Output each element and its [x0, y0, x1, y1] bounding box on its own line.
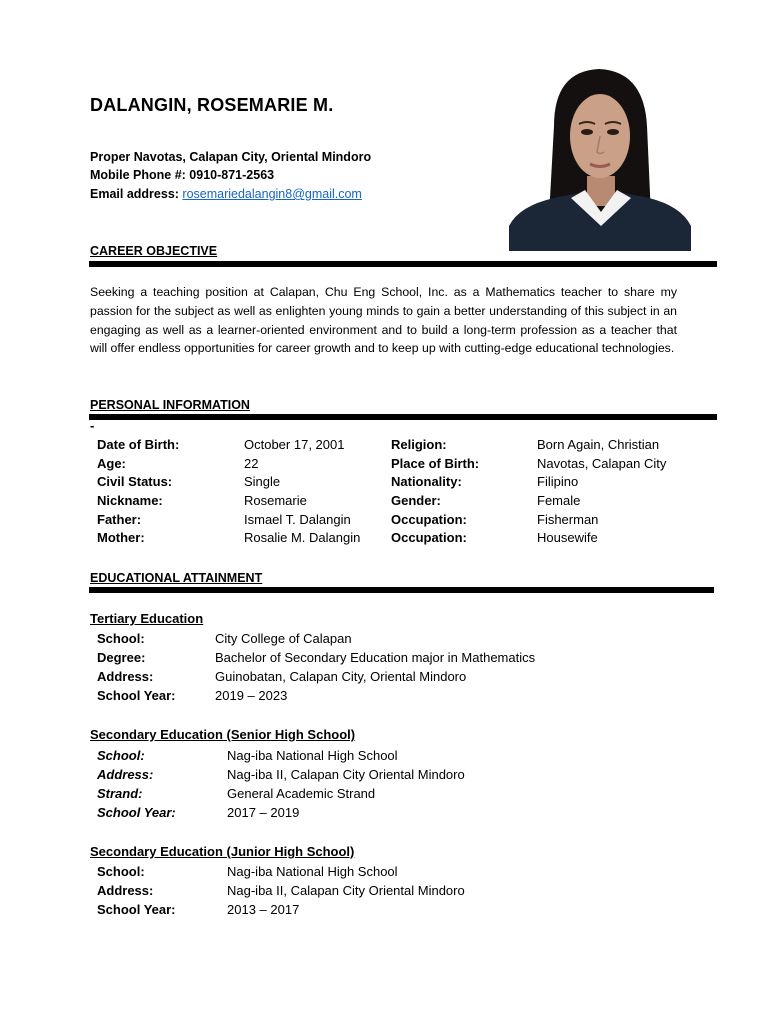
junior-year-value: 2013 – 2017 — [227, 902, 300, 917]
senior-school-value: Nag-iba National High School — [227, 748, 398, 763]
senior-school-label: School: — [97, 748, 145, 763]
personal-info-right-values — [537, 437, 666, 549]
tertiary-values — [215, 631, 535, 707]
mother-occupation-label: Occupation: — [391, 530, 467, 546]
tertiary-heading: Tertiary Education — [90, 611, 204, 626]
religion-label: Religion: — [391, 437, 447, 452]
tertiary-degree-value: Bachelor of Secondary Education major in Mathematics — [215, 650, 536, 665]
senior-year-value: 2017 – 2019 — [227, 805, 300, 820]
father-occupation-label: Occupation: — [391, 511, 467, 527]
father-occupation-value: Fisherman — [537, 511, 599, 527]
junior-address-value: Nag-iba II, Calapan City Oriental Mindoro — [227, 883, 465, 898]
nickname-label: Nickname: — [97, 493, 163, 509]
personal-info-heading: PERSONAL INFORMATION — [90, 398, 250, 412]
gender-label: Gender: — [391, 493, 441, 509]
senior-high-values — [227, 748, 465, 824]
mother-label: Mother: — [97, 530, 145, 546]
tertiary-address-value: Guinobatan, Calapan City, Oriental Mindoro — [215, 669, 467, 684]
junior-school-value: Nag-iba National High School — [227, 864, 398, 879]
education-rule — [89, 587, 714, 593]
junior-address-label: Address: — [97, 883, 154, 898]
career-objective-rule — [89, 261, 717, 267]
place-of-birth-label: Place of Birth: — [391, 455, 480, 471]
nickname-value: Rosemarie — [244, 493, 307, 509]
place-of-birth-value: Navotas, Calapan City — [537, 455, 667, 471]
senior-address-label: Address: — [97, 767, 154, 782]
junior-school-label: School: — [97, 864, 145, 879]
personal-info-rule — [89, 414, 717, 420]
personal-info-dash: - — [90, 418, 95, 433]
tertiary-year-value: 2019 – 2023 — [215, 688, 288, 703]
age-value: 22 — [244, 455, 259, 471]
father-label: Father: — [97, 511, 142, 527]
dob-value: October 17, 2001 — [244, 437, 345, 452]
tertiary-school-label: School: — [97, 631, 145, 646]
senior-year-label: School Year: — [97, 805, 176, 820]
age-label: Age: — [97, 455, 126, 471]
tertiary-year-label: School Year: — [97, 688, 176, 703]
address-line: Proper Navotas, Calapan City, Oriental Mindoro — [90, 150, 372, 164]
career-objective-heading: CAREER OBJECTIVE — [90, 244, 218, 258]
email-link[interactable]: rosemariedalangin8@gmail.com — [182, 187, 362, 201]
senior-high-labels — [97, 748, 176, 824]
junior-high-labels — [97, 864, 176, 921]
applicant-name: DALANGIN, ROSEMARIE M. — [90, 95, 334, 115]
portrait-image — [509, 66, 691, 251]
religion-value: Born Again, Christian — [537, 437, 660, 452]
mother-occupation-value: Housewife — [537, 530, 598, 546]
tertiary-degree-label: Degree: — [97, 650, 146, 665]
email-label: Email address: — [90, 187, 183, 201]
phone-line: Mobile Phone #: 0910-871-2563 — [90, 168, 275, 182]
junior-year-label: School Year: — [97, 902, 176, 917]
father-value: Ismael T. Dalangin — [244, 511, 351, 527]
personal-info-left-labels — [97, 437, 179, 549]
junior-high-values — [227, 864, 465, 921]
career-objective-text: Seeking a teaching position at Calapan, Chu Eng School, Inc. as a Mathematics teacher to share my passion for the subject as well as enlighten young minds to gain a better understanding of this subject in an engaging as well as a learner-oriented environment and to build a long-term profession as a teacher that will offer endless opportunities for career growth and to keep up with cutting-edge educational technologies. — [90, 285, 677, 356]
nationality-value: Filipino — [537, 474, 579, 490]
email-line — [90, 187, 362, 201]
senior-high-heading: Secondary Education (Senior High School) — [90, 727, 356, 742]
senior-address-value: Nag-iba II, Calapan City Oriental Mindoro — [227, 767, 465, 782]
personal-info-right-labels — [391, 437, 479, 549]
civil-status-value: Single — [244, 474, 281, 490]
tertiary-labels — [97, 631, 176, 707]
senior-strand-value: General Academic Strand — [227, 786, 376, 801]
mother-value: Rosalie M. Dalangin — [244, 530, 361, 546]
junior-high-heading: Secondary Education (Junior High School) — [90, 844, 355, 859]
dob-label: Date of Birth: — [97, 437, 180, 452]
civil-status-label: Civil Status: — [97, 474, 173, 490]
gender-value: Female — [537, 493, 581, 509]
tertiary-school-value: City College of Calapan — [215, 631, 352, 646]
personal-info-left-values — [244, 437, 360, 549]
education-heading: EDUCATIONAL ATTAINMENT — [90, 571, 263, 585]
profile-photo — [509, 66, 691, 251]
tertiary-address-label: Address: — [97, 669, 154, 684]
senior-strand-label: Strand: — [97, 786, 143, 801]
nationality-label: Nationality: — [391, 474, 462, 490]
